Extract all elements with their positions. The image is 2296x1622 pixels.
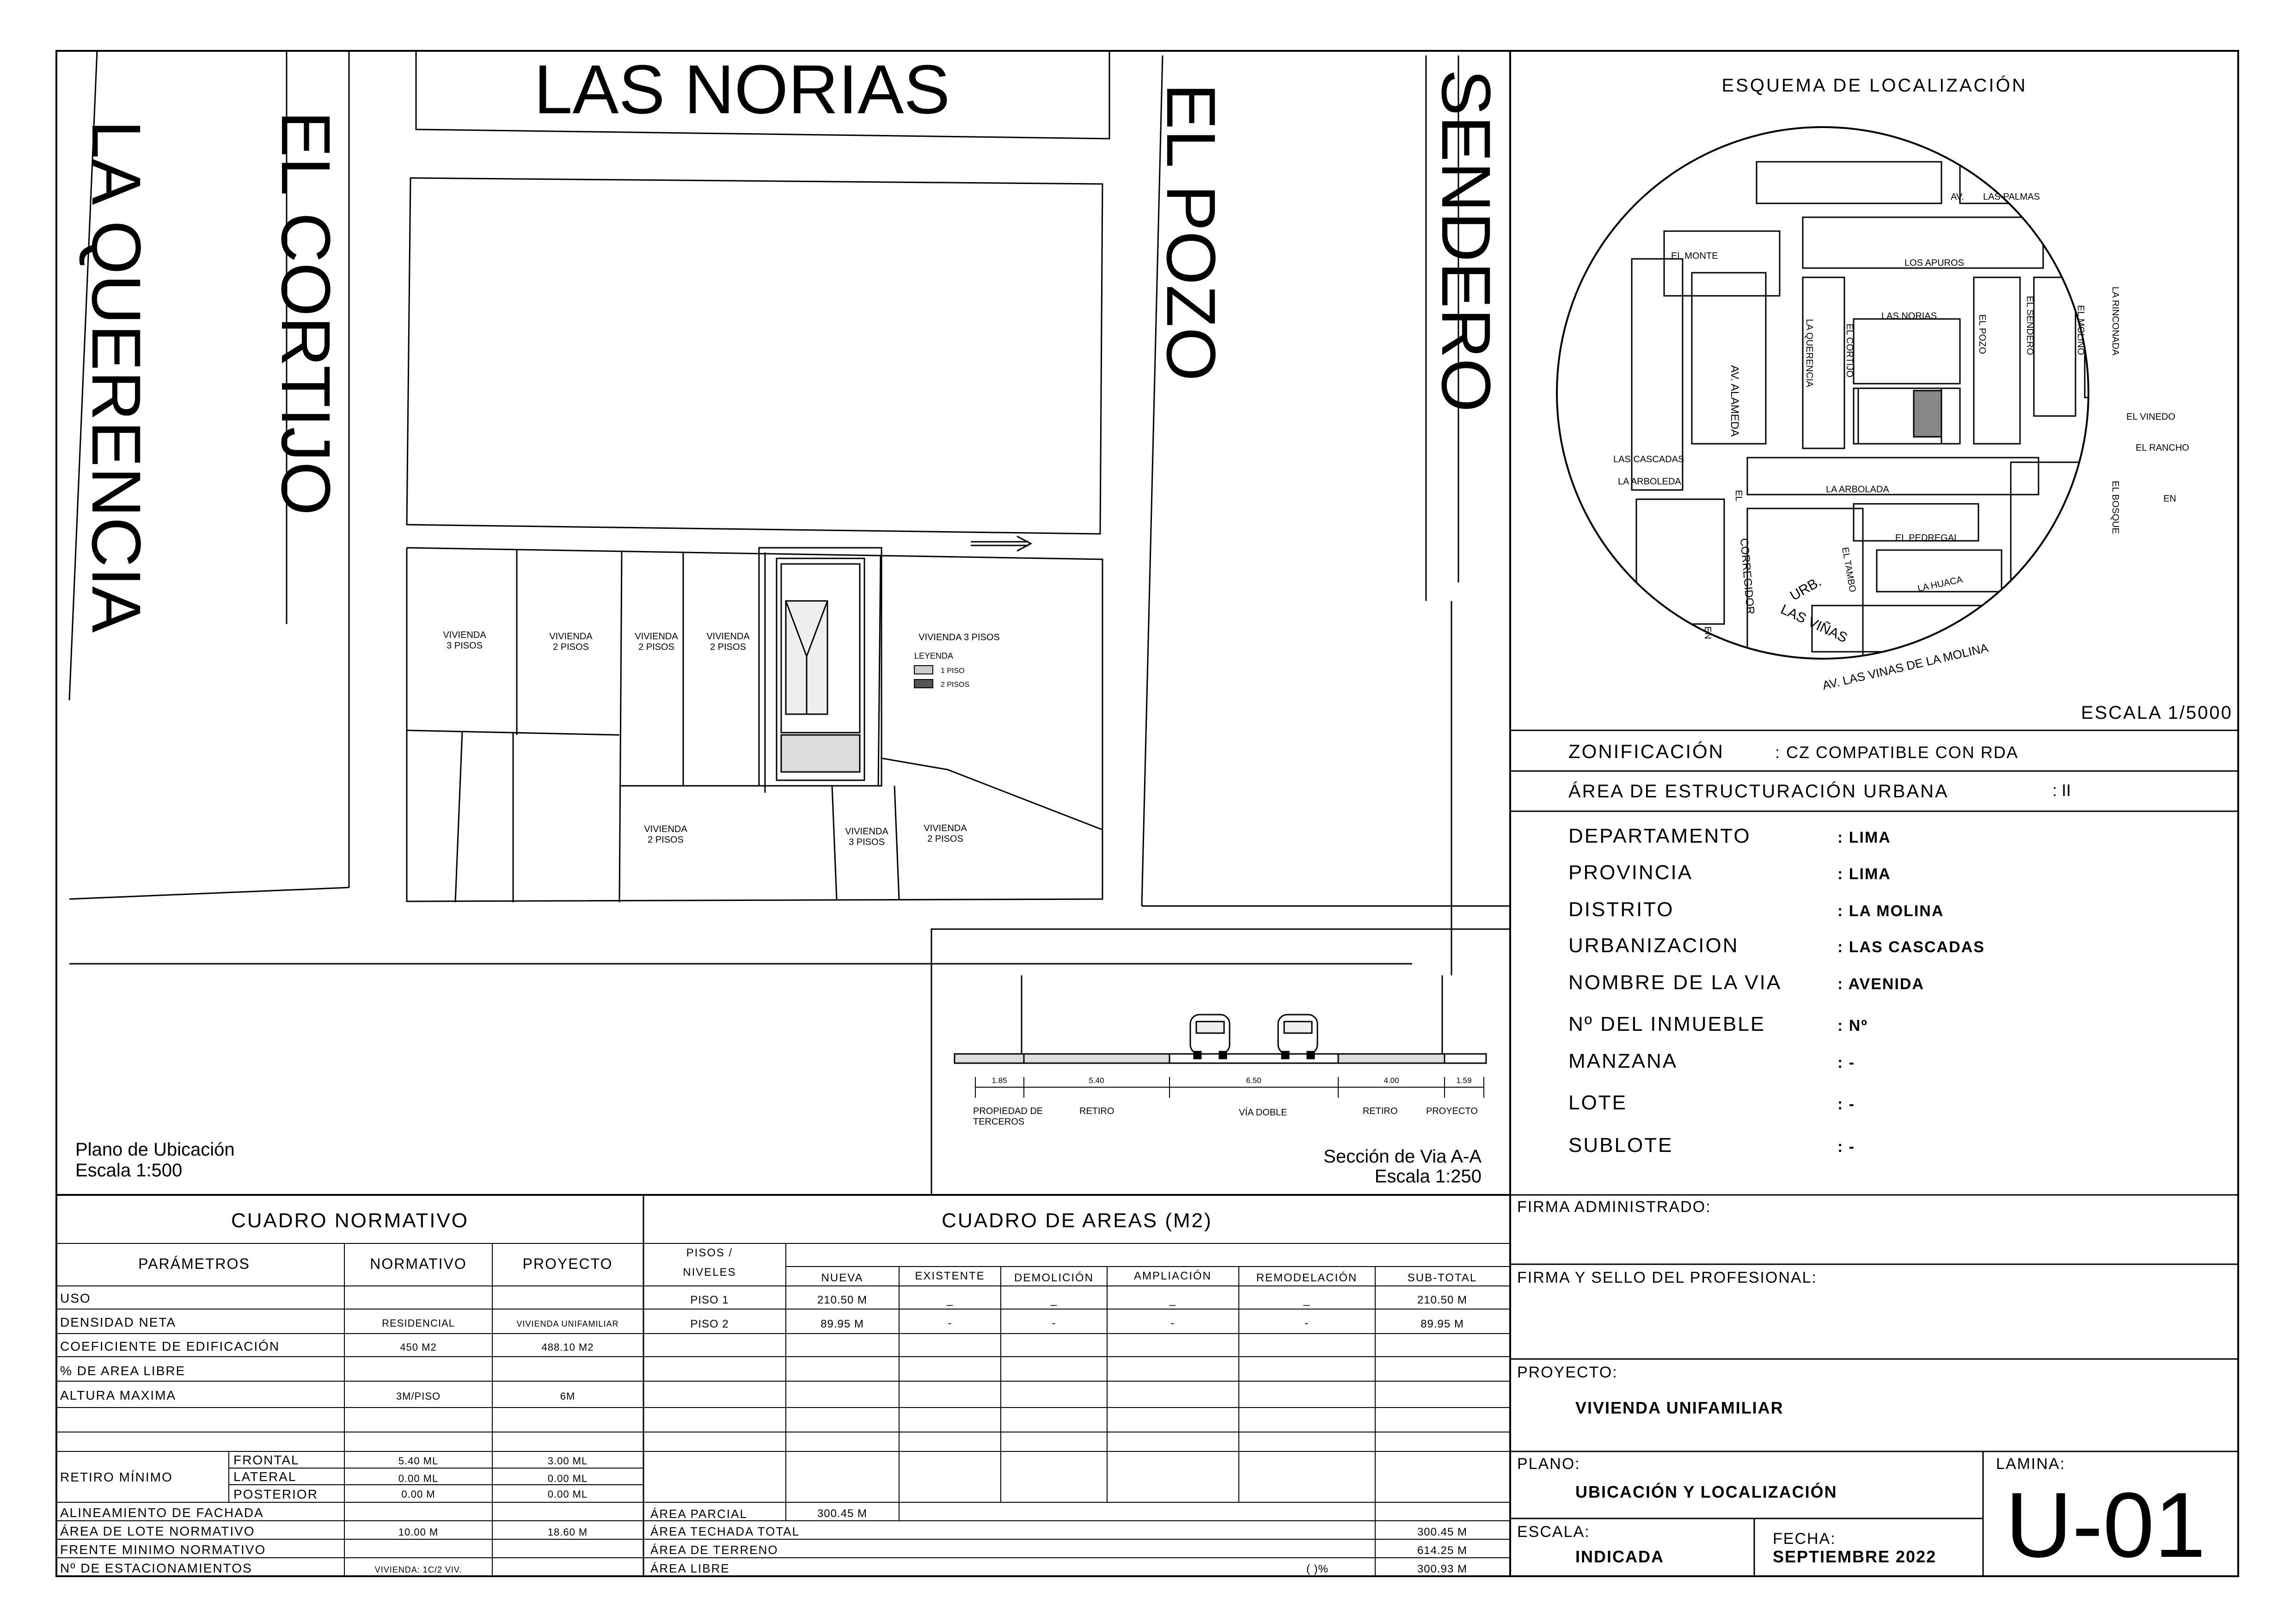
fecha-value: SEPTIEMBRE 2022 — [1773, 1547, 1937, 1566]
info-value: : - — [1837, 1138, 1855, 1156]
areas-header: SUB-TOTAL — [1407, 1272, 1477, 1284]
proyecto-value: 0.00 ML — [547, 1488, 588, 1500]
dim-label: 1.59 — [1456, 1076, 1472, 1085]
dim-label: 5.40 — [1089, 1076, 1104, 1085]
area-total-label: ÁREA LIBRE — [650, 1561, 730, 1575]
piso-label: PISO 1 — [690, 1294, 729, 1306]
lamina-label: LAMINA: — [1996, 1455, 2066, 1473]
map-label: LAS NORIAS — [1881, 311, 1937, 321]
areas-header: NUEVA — [821, 1272, 863, 1284]
section-scale: Escala 1:250 — [1374, 1166, 1482, 1187]
section-label: PROYECTO — [1426, 1106, 1478, 1116]
info-value: : AVENIDA — [1837, 975, 1924, 993]
area-total-label: ÁREA DE TERRENO — [650, 1543, 778, 1557]
map-label: LOS APUROS — [1904, 258, 1964, 268]
normativo-header: NORMATIVO — [370, 1255, 467, 1272]
area-total-value: 614.25 M — [1417, 1544, 1468, 1557]
section-label: VÍA DOBLE — [1239, 1108, 1287, 1118]
plan-scale: Escala 1:500 — [75, 1160, 183, 1181]
legend-item-1: 1 PISO — [941, 667, 965, 675]
area-total-value: 300.93 M — [1417, 1563, 1468, 1575]
lot-label: VIVIENDA — [845, 826, 888, 837]
map-label: LA ARBOLEDA — [1618, 477, 1681, 487]
area-value: _ — [1169, 1294, 1176, 1306]
lot-label: VIVIENDA — [924, 823, 967, 833]
section-title: Sección de Via A-A — [1323, 1146, 1482, 1167]
normativo-value: VIVIENDA: 1C/2 VIV. — [374, 1565, 462, 1574]
map-label: EL MOLINO — [2076, 305, 2086, 355]
info-label: LOTE — [1568, 1091, 1627, 1114]
proyecto-value: VIVIENDA UNIFAMILIAR — [516, 1319, 619, 1328]
street-el-sendero-partial: SENDERO — [1427, 69, 1505, 412]
normativo-param: ALINEAMIENTO DE FACHADA — [60, 1506, 264, 1520]
map-label: AV. ALAMEDA — [1728, 365, 1741, 437]
normativo-value: 450 M2 — [400, 1341, 437, 1353]
map-label: LAS VIÑAS — [1778, 601, 1850, 646]
info-label: SUBLOTE — [1568, 1134, 1673, 1157]
section-label: RETIRO — [1363, 1106, 1398, 1116]
estructuracion-value: : II — [2052, 781, 2071, 800]
map-label: EN — [1702, 626, 1713, 639]
lot-label: VIVIENDA — [644, 824, 687, 834]
map-label: EL TAMBO — [1840, 546, 1858, 593]
normativo-value: 3M/PISO — [396, 1390, 441, 1402]
legend-title: LEYENDA — [914, 651, 954, 661]
info-value: : - — [1837, 1096, 1855, 1113]
dim-label: 6.50 — [1246, 1076, 1261, 1085]
map-label: LA RINCONADA — [2110, 287, 2120, 355]
info-value: : LA MOLINA — [1837, 902, 1944, 920]
areas-header: REMODELACIÓN — [1256, 1272, 1358, 1284]
lot-label: 3 PISOS — [447, 641, 483, 651]
dim-label: 4.00 — [1384, 1076, 1399, 1085]
firma-administrado-label: FIRMA ADMINISTRADO: — [1517, 1198, 1711, 1216]
area-parcial-label: ÁREA PARCIAL — [650, 1507, 747, 1521]
normativo-param: Nº DE ESTACIONAMIENTOS — [60, 1561, 252, 1575]
area-value: - — [948, 1317, 952, 1329]
fecha-label: FECHA: — [1773, 1530, 1836, 1548]
map-label: CORREGIDOR — [1738, 538, 1757, 615]
plano-value: UBICACIÓN Y LOCALIZACIÓN — [1575, 1482, 1837, 1501]
lot-label: 2 PISOS — [553, 642, 589, 652]
map-label: AV. LAS VINAS DE LA MOLINA — [1821, 641, 1990, 692]
normativo-value: 5.40 ML — [398, 1455, 439, 1467]
map-label: EL CORTIJO — [1844, 324, 1855, 378]
info-label: DISTRITO — [1568, 898, 1674, 921]
normativo-title: CUADRO NORMATIVO — [231, 1209, 469, 1232]
proyecto-value: VIVIENDA UNIFAMILIAR — [1575, 1398, 1784, 1417]
firma-profesional-label: FIRMA Y SELLO DEL PROFESIONAL: — [1517, 1269, 1817, 1286]
escala-value: INDICADA — [1575, 1547, 1664, 1566]
area-value: - — [1052, 1317, 1056, 1329]
map-label: LA QUERENCIA — [1804, 319, 1814, 387]
info-label: PROVINCIA — [1568, 861, 1693, 884]
piso-label: PISO 2 — [690, 1318, 729, 1330]
map-label: URB. — [1788, 574, 1824, 604]
areas-header: AMPLIACIÓN — [1133, 1270, 1212, 1282]
info-value: : LIMA — [1837, 865, 1891, 883]
retiro-label: RETIRO MÍNIMO — [60, 1470, 173, 1484]
pisos-header: PISOS / — [686, 1247, 733, 1259]
dim-label: 1.85 — [992, 1076, 1007, 1085]
area-value: - — [1304, 1317, 1309, 1329]
normativo-param: COEFICIENTE DE EDIFICACIÓN — [60, 1339, 280, 1353]
map-label: EL VINEDO — [2126, 412, 2175, 422]
info-value: : LAS CASCADAS — [1837, 938, 1985, 956]
info-value: : Nº — [1837, 1017, 1868, 1034]
normativo-value: RESIDENCIAL — [382, 1317, 455, 1329]
area-parcial-value: 300.45 M — [817, 1507, 868, 1520]
lot-label: 2 PISOS — [638, 642, 674, 652]
map-label: EL — [1733, 490, 1744, 502]
map-label: EL BOSQUE — [2110, 481, 2120, 534]
map-label: EL POZO — [1977, 314, 1987, 354]
lot-label: 2 PISOS — [648, 835, 684, 845]
info-label: DEPARTAMENTO — [1568, 825, 1751, 847]
escala-label: ESCALA: — [1517, 1523, 1590, 1541]
lot-label: VIVIENDA — [706, 631, 750, 642]
map-label: LA ARBOLADA — [1826, 484, 1889, 495]
info-label: MANZANA — [1568, 1050, 1678, 1072]
proyecto-value: 18.60 M — [547, 1526, 588, 1538]
info-value: : - — [1837, 1054, 1855, 1071]
section-label: PROPIEDAD DE — [973, 1106, 1043, 1116]
plan-title: Plano de Ubicación — [75, 1139, 235, 1160]
lot-label: 2 PISOS — [710, 642, 746, 652]
area-value: _ — [1050, 1294, 1058, 1306]
lot-label: VIVIENDA — [549, 631, 593, 642]
area-value: 210.50 M — [1417, 1294, 1468, 1306]
proyecto-label: PROYECTO: — [1517, 1364, 1618, 1381]
map-label: EL RANCHO — [2136, 443, 2189, 453]
area-libre-pct: ( )% — [1306, 1563, 1329, 1575]
area-value: _ — [946, 1294, 954, 1306]
normativo-param: ÁREA DE LOTE NORMATIVO — [60, 1524, 255, 1538]
map-label: EL MONTE — [1671, 251, 1718, 261]
lot-label: VIVIENDA 3 PISOS — [918, 632, 1000, 643]
area-value: _ — [1303, 1294, 1310, 1306]
normativo-header: PROYECTO — [522, 1255, 613, 1272]
normativo-param: % DE AREA LIBRE — [60, 1364, 186, 1378]
plano-label: PLANO: — [1517, 1455, 1580, 1473]
info-label: Nº DEL INMUEBLE — [1568, 1013, 1766, 1035]
area-value: - — [1170, 1317, 1175, 1329]
car-icon — [1190, 1015, 1230, 1059]
map-label: EL SENDERO — [2025, 296, 2035, 355]
street-las-norias: LAS NORIAS — [534, 50, 950, 128]
section-label: RETIRO — [1079, 1106, 1114, 1116]
proyecto-value: 0.00 ML — [547, 1473, 588, 1484]
retiro-key: LATERAL — [233, 1469, 297, 1484]
zonificacion-label: ZONIFICACIÓN — [1568, 741, 1724, 762]
car-icon — [1278, 1015, 1317, 1059]
map-label: EN — [2163, 494, 2176, 504]
normativo-param: FRENTE MINIMO NORMATIVO — [60, 1542, 266, 1557]
area-value: 89.95 M — [820, 1318, 864, 1330]
info-value: : LIMA — [1837, 829, 1891, 846]
zonificacion-value: : CZ COMPATIBLE CON RDA — [1775, 743, 2019, 762]
normativo-value: 0.00 ML — [398, 1473, 439, 1484]
areas-title: CUADRO DE AREAS (M2) — [942, 1209, 1212, 1232]
proyecto-value: 3.00 ML — [547, 1455, 588, 1467]
section-label: TERCEROS — [973, 1117, 1025, 1127]
retiro-key: FRONTAL — [233, 1453, 300, 1467]
esquema-scale: ESCALA 1/5000 — [2081, 703, 2233, 723]
normativo-header: PARÁMETROS — [138, 1255, 250, 1272]
area-value: 89.95 M — [1420, 1318, 1464, 1330]
normativo-value: 10.00 M — [398, 1526, 439, 1538]
normativo-param: DENSIDAD NETA — [60, 1315, 177, 1329]
areas-header: DEMOLICIÓN — [1014, 1272, 1094, 1284]
info-label: NOMBRE DE LA VIA — [1568, 971, 1782, 994]
map-label: AV. — [1951, 192, 1964, 202]
map-label: LAS PALMAS — [1983, 192, 2040, 202]
lot-label: 3 PISOS — [849, 837, 885, 847]
street-el-cortijo: EL CORTIJO — [267, 111, 345, 516]
map-label: EL PEDREGAL — [1895, 533, 1959, 543]
pisos-header: NIVELES — [683, 1266, 736, 1279]
normativo-param: USO — [60, 1291, 91, 1305]
lot-label: VIVIENDA — [635, 631, 678, 642]
info-label: URBANIZACION — [1568, 934, 1739, 957]
area-total-label: ÁREA TECHADA TOTAL — [650, 1524, 800, 1538]
legend-item-2: 2 PISOS — [941, 681, 970, 689]
estructuracion-label: ÁREA DE ESTRUCTURACIÓN URBANA — [1568, 781, 1949, 802]
lot-label: VIVIENDA — [443, 630, 486, 640]
areas-header: EXISTENTE — [915, 1270, 985, 1282]
proyecto-value: 488.10 M2 — [541, 1341, 594, 1353]
esquema-title: ESQUEMA DE LOCALIZACIÓN — [1721, 75, 2027, 96]
lamina-value: U-01 — [2005, 1474, 2206, 1577]
retiro-key: POSTERIOR — [233, 1487, 318, 1501]
lot-label: 2 PISOS — [927, 834, 963, 844]
proyecto-value: 6M — [560, 1390, 576, 1402]
map-label: LA HUACA — [1916, 574, 1964, 594]
normativo-param: ALTURA MAXIMA — [60, 1388, 177, 1402]
map-label: LAS CASCADAS — [1613, 454, 1684, 465]
street-el-pozo: EL POZO — [1152, 83, 1230, 381]
area-total-value: 300.45 M — [1417, 1526, 1468, 1538]
normativo-value: 0.00 M — [401, 1488, 435, 1500]
area-value: 210.50 M — [817, 1294, 868, 1306]
street-la-querencia: LA QUERENCIA — [78, 120, 155, 633]
